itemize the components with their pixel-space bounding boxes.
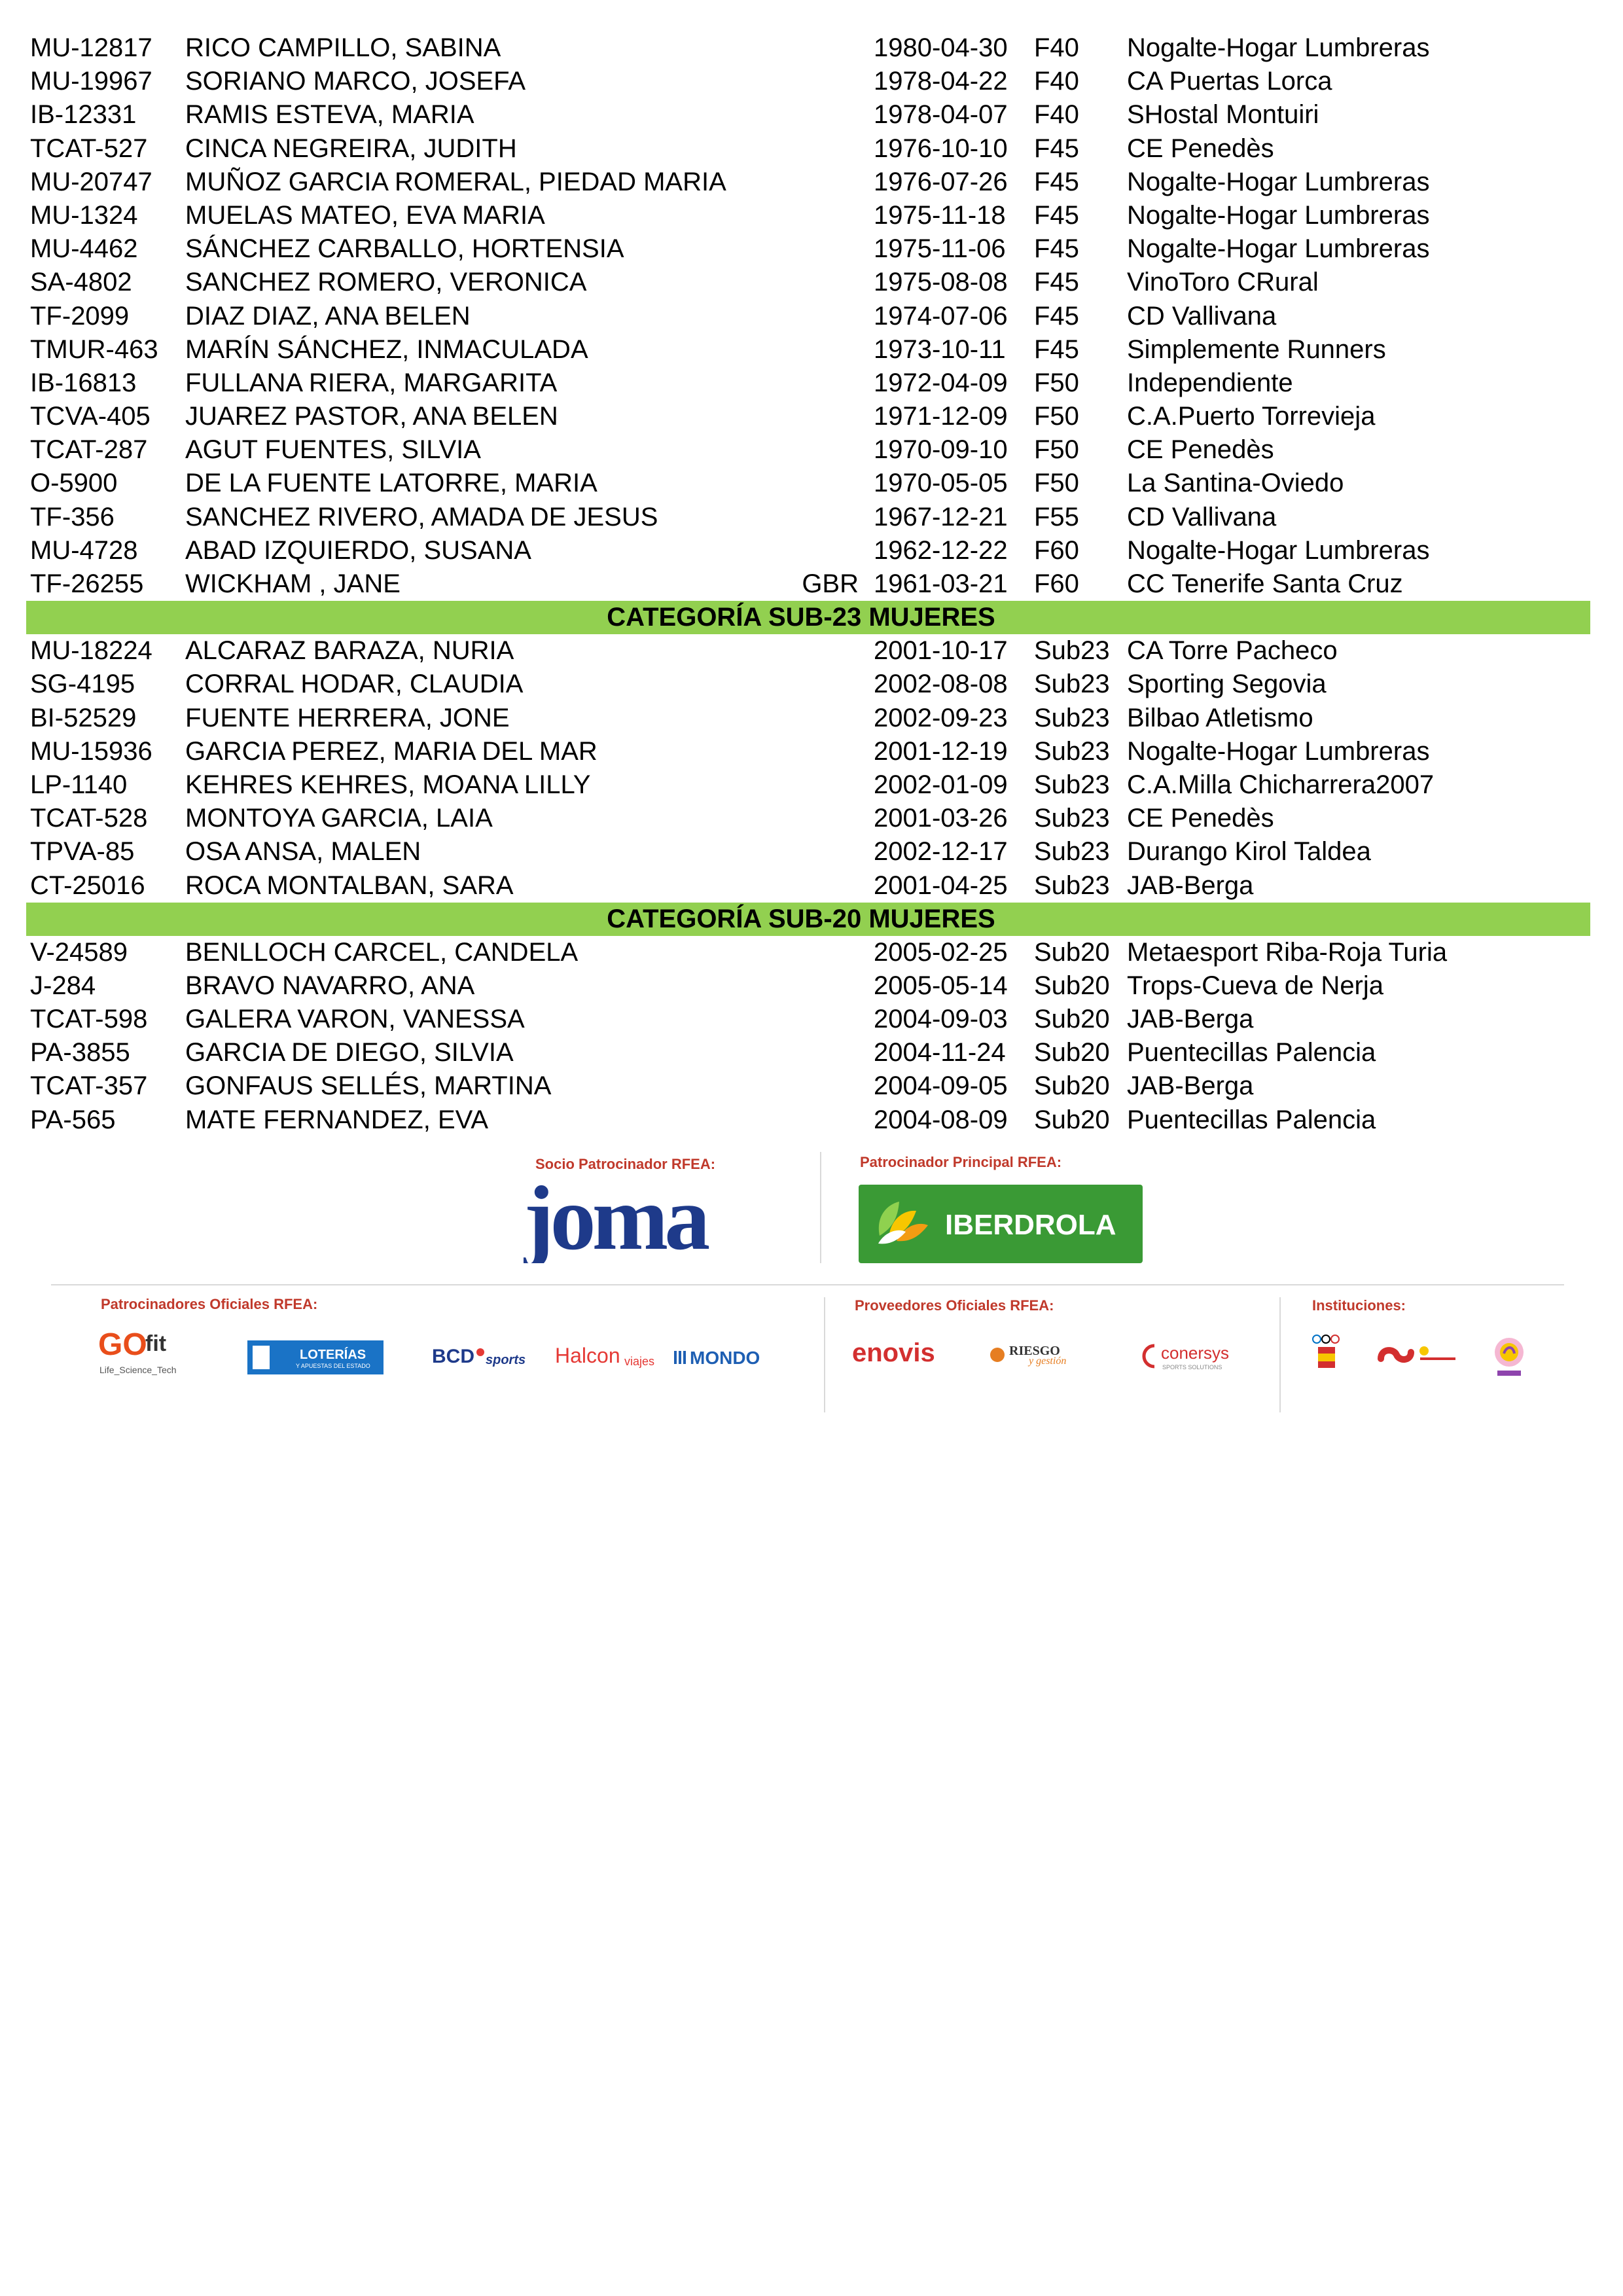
- athlete-name: RAMIS ESTEVA, MARIA: [185, 100, 474, 130]
- athlete-category: F50: [1034, 402, 1079, 431]
- athlete-category: F45: [1034, 200, 1079, 230]
- athlete-birthdate: 2004-09-03: [874, 1005, 1008, 1034]
- athlete-license: TCVA-405: [30, 402, 151, 431]
- athlete-birthdate: 1976-07-26: [874, 167, 1008, 196]
- athlete-birthdate: 1980-04-30: [874, 33, 1008, 62]
- table-row: [26, 768, 1590, 802]
- svg-text:SPORTS SOLUTIONS: SPORTS SOLUTIONS: [1162, 1364, 1222, 1371]
- iberdrola-leaves-icon: [859, 1185, 1143, 1263]
- athlete-club: CE Penedès: [1127, 134, 1274, 163]
- athlete-category: F60: [1034, 535, 1079, 565]
- sponsor-divider: [820, 1152, 821, 1263]
- table-row: [26, 98, 1590, 132]
- athlete-category: Sub23: [1034, 636, 1110, 666]
- athlete-club: Nogalte-Hogar Lumbreras: [1127, 234, 1430, 264]
- bcd-logo: [432, 1339, 543, 1375]
- svg-text:GO: GO: [98, 1327, 147, 1362]
- table-row: [26, 668, 1590, 701]
- athlete-license: MU-4728: [30, 535, 138, 565]
- halcon-logo: [555, 1338, 666, 1378]
- athlete-birthdate: 1970-05-05: [874, 469, 1008, 498]
- athlete-club: JAB-Berga: [1127, 1005, 1254, 1034]
- athlete-name: GONFAUS SELLÉS, MARTINA: [185, 1071, 552, 1101]
- athlete-club: CD Vallivana: [1127, 301, 1277, 331]
- athlete-category: F45: [1034, 167, 1079, 196]
- table-row: [26, 300, 1590, 333]
- athlete-name: MUÑOZ GARCIA ROMERAL, PIEDAD MARIA: [185, 167, 726, 196]
- athlete-license: IB-16813: [30, 368, 137, 397]
- svg-text:Y APUESTAS DEL ESTADO: Y APUESTAS DEL ESTADO: [296, 1363, 370, 1369]
- svg-text:Halcon: Halcon: [555, 1344, 620, 1367]
- athlete-club: Nogalte-Hogar Lumbreras: [1127, 736, 1430, 766]
- athlete-license: TCAT-357: [30, 1071, 148, 1101]
- athlete-category: F55: [1034, 502, 1079, 531]
- athlete-birthdate: 1971-12-09: [874, 402, 1008, 431]
- athlete-birthdate: 1975-11-18: [874, 200, 1006, 230]
- athlete-name: ALCARAZ BARAZA, NURIA: [185, 636, 514, 666]
- athlete-license: IB-12331: [30, 100, 137, 130]
- athlete-license: PA-3855: [30, 1038, 130, 1067]
- athlete-name: SANCHEZ ROMERO, VERONICA: [185, 268, 587, 297]
- svg-text:LOTERÍAS: LOTERÍAS: [300, 1348, 366, 1362]
- table-row: [26, 65, 1590, 98]
- table-row: [26, 869, 1590, 903]
- athlete-category: Sub23: [1034, 703, 1110, 732]
- svg-text:IBERDROLA: IBERDROLA: [945, 1209, 1116, 1241]
- athlete-license: MU-1324: [30, 200, 138, 230]
- athlete-category: F50: [1034, 368, 1079, 397]
- joma-logo: [524, 1178, 792, 1266]
- athlete-birthdate: 1978-04-22: [874, 67, 1008, 96]
- socio-label: Socio Patrocinador RFEA:: [535, 1156, 716, 1172]
- conersys-logo: [1140, 1339, 1271, 1379]
- athlete-club: C.A.Puerto Torrevieja: [1127, 402, 1376, 431]
- athlete-name: MARÍN SÁNCHEZ, INMACULADA: [185, 334, 588, 364]
- svg-text:joma: joma: [524, 1178, 707, 1263]
- svg-text:BCD: BCD: [432, 1346, 474, 1367]
- athlete-license: SA-4802: [30, 268, 132, 297]
- athlete-license: TCAT-287: [30, 435, 148, 465]
- table-row: [26, 835, 1590, 869]
- section-header-sub23: [26, 601, 1590, 634]
- table-row: [26, 634, 1590, 668]
- athlete-club: Nogalte-Hogar Lumbreras: [1127, 33, 1430, 62]
- athlete-birthdate: 2005-02-25: [874, 937, 1008, 967]
- athlete-club: La Santina-Oviedo: [1127, 469, 1344, 498]
- footer-divider-2: [1279, 1297, 1281, 1412]
- svg-text:MONDO: MONDO: [690, 1348, 760, 1368]
- athlete-club: Sporting Segovia: [1127, 670, 1327, 699]
- athlete-name: GARCIA PEREZ, MARIA DEL MAR: [185, 736, 597, 766]
- athlete-club: Nogalte-Hogar Lumbreras: [1127, 535, 1430, 565]
- athlete-category: F45: [1034, 268, 1079, 297]
- athlete-category: F40: [1034, 67, 1079, 96]
- athlete-name: MATE FERNANDEZ, EVA: [185, 1105, 489, 1134]
- table-row: [26, 400, 1590, 433]
- athlete-category: F45: [1034, 334, 1079, 364]
- csd-logo: [1374, 1339, 1466, 1382]
- table-row: [26, 433, 1590, 467]
- athlete-birthdate: 1974-07-06: [874, 301, 1008, 331]
- athlete-club: CE Penedès: [1127, 435, 1274, 465]
- athlete-category: Sub20: [1034, 1071, 1110, 1101]
- athlete-name: MUELAS MATEO, EVA MARIA: [185, 200, 545, 230]
- section-title: CATEGORÍA SUB-23 MUJERES: [607, 603, 995, 632]
- athlete-name: GALERA VARON, VANESSA: [185, 1005, 525, 1034]
- athlete-club: Puentecillas Palencia: [1127, 1038, 1376, 1067]
- athlete-license: BI-52529: [30, 703, 137, 732]
- footer-divider: [51, 1284, 1564, 1285]
- athlete-birthdate: 2002-01-09: [874, 770, 1008, 799]
- athlete-club: JAB-Berga: [1127, 1071, 1254, 1101]
- proveedores-label: Proveedores Oficiales RFEA:: [855, 1297, 1054, 1314]
- athlete-birthdate: 1967-12-21: [874, 502, 1008, 531]
- table-row: [26, 199, 1590, 232]
- athlete-category: F40: [1034, 100, 1079, 130]
- athlete-name: ABAD IZQUIERDO, SUSANA: [185, 535, 531, 565]
- table-row: [26, 1003, 1590, 1036]
- athlete-birthdate: 1972-04-09: [874, 368, 1008, 397]
- athlete-name: FULLANA RIERA, MARGARITA: [185, 368, 558, 397]
- athlete-category: F45: [1034, 301, 1079, 331]
- athlete-category: Sub20: [1034, 1105, 1110, 1134]
- athlete-club: CC Tenerife Santa Cruz: [1127, 569, 1403, 598]
- athlete-club: Durango Kirol Taldea: [1127, 837, 1371, 867]
- athlete-category: Sub23: [1034, 770, 1110, 799]
- athlete-license: MU-15936: [30, 736, 152, 766]
- athlete-license: V-24589: [30, 937, 128, 967]
- table-row: [26, 31, 1590, 65]
- athlete-club: CD Vallivana: [1127, 502, 1277, 531]
- table-row: [26, 501, 1590, 534]
- athlete-club: C.A.Milla Chicharrera2007: [1127, 770, 1435, 799]
- athlete-birthdate: 2001-03-26: [874, 804, 1008, 833]
- athlete-name: JUAREZ PASTOR, ANA BELEN: [185, 402, 558, 431]
- table-row: [26, 467, 1590, 500]
- athlete-club: JAB-Berga: [1127, 870, 1254, 900]
- athlete-category: F50: [1034, 469, 1079, 498]
- athlete-name: ROCA MONTALBAN, SARA: [185, 870, 514, 900]
- iberdrola-logo: [859, 1185, 1143, 1263]
- athlete-category: Sub23: [1034, 837, 1110, 867]
- athlete-birthdate: 2001-04-25: [874, 870, 1008, 900]
- athlete-name: SÁNCHEZ CARBALLO, HORTENSIA: [185, 234, 624, 264]
- oficiales-label: Patrocinadores Oficiales RFEA:: [101, 1296, 318, 1312]
- athlete-license: MU-20747: [30, 167, 152, 196]
- mondo-logo: [674, 1339, 798, 1375]
- athlete-birthdate: 1961-03-21: [874, 569, 1008, 598]
- institution-emblem-logo: [1491, 1334, 1530, 1383]
- athlete-name: DE LA FUENTE LATORRE, MARIA: [185, 469, 597, 498]
- athlete-birthdate: 2002-12-17: [874, 837, 1008, 867]
- riesgo-logo: [990, 1340, 1120, 1376]
- athlete-license: MU-12817: [30, 33, 152, 62]
- athlete-name: SORIANO MARCO, JOSEFA: [185, 67, 526, 96]
- athlete-birthdate: 2001-10-17: [874, 636, 1008, 666]
- table-row: [26, 702, 1590, 735]
- athlete-name: BRAVO NAVARRO, ANA: [185, 971, 475, 1000]
- footer-divider-1: [824, 1297, 825, 1412]
- athlete-license: TCAT-527: [30, 134, 148, 163]
- athlete-license: MU-18224: [30, 636, 152, 666]
- athlete-license: TF-26255: [30, 569, 144, 598]
- athlete-name: CORRAL HODAR, CLAUDIA: [185, 670, 524, 699]
- table-row: [26, 367, 1590, 400]
- athlete-birthdate: 1975-11-06: [874, 234, 1006, 264]
- athlete-name: KEHRES KEHRES, MOANA LILLY: [185, 770, 591, 799]
- athlete-name: RICO CAMPILLO, SABINA: [185, 33, 501, 62]
- svg-text:viajes: viajes: [624, 1355, 655, 1368]
- gofit-logo: [98, 1327, 209, 1383]
- loterias-logo: [247, 1340, 383, 1374]
- athlete-license: J-284: [30, 971, 96, 1000]
- athlete-license: TCAT-598: [30, 1005, 148, 1034]
- athlete-name: SANCHEZ RIVERO, AMADA DE JESUS: [185, 502, 658, 531]
- athlete-club: Nogalte-Hogar Lumbreras: [1127, 167, 1430, 196]
- athlete-category: F40: [1034, 33, 1079, 62]
- athlete-name: MONTOYA GARCIA, LAIA: [185, 804, 493, 833]
- athlete-category: Sub20: [1034, 1038, 1110, 1067]
- athlete-license: SG-4195: [30, 670, 135, 699]
- table-row: [26, 969, 1590, 1003]
- athlete-birthdate: 1975-08-08: [874, 268, 1008, 297]
- athlete-category: F50: [1034, 435, 1079, 465]
- athlete-club: CA Puertas Lorca: [1127, 67, 1332, 96]
- table-row: [26, 936, 1590, 969]
- athlete-category: F45: [1034, 234, 1079, 264]
- athlete-license: O-5900: [30, 469, 118, 498]
- athlete-club: Simplemente Runners: [1127, 334, 1386, 364]
- athlete-club: CE Penedès: [1127, 804, 1274, 833]
- instituciones-label: Instituciones:: [1312, 1297, 1406, 1314]
- athlete-category: Sub20: [1034, 1005, 1110, 1034]
- athlete-birthdate: 1973-10-11: [874, 334, 1006, 364]
- athlete-club: Nogalte-Hogar Lumbreras: [1127, 200, 1430, 230]
- table-row: [26, 1069, 1590, 1103]
- coe-logo: [1309, 1333, 1348, 1388]
- athlete-name: GARCIA DE DIEGO, SILVIA: [185, 1038, 514, 1067]
- enovis-logo: [852, 1335, 970, 1375]
- athlete-club: Bilbao Atletismo: [1127, 703, 1313, 732]
- athlete-license: CT-25016: [30, 870, 145, 900]
- athlete-club: Independiente: [1127, 368, 1293, 397]
- table-row: [26, 166, 1590, 199]
- svg-text:RIESGO: RIESGO: [1009, 1344, 1060, 1358]
- section-header-sub20: [26, 903, 1590, 936]
- athlete-category: Sub23: [1034, 870, 1110, 900]
- athlete-category: Sub23: [1034, 670, 1110, 699]
- svg-text:conersys: conersys: [1161, 1343, 1230, 1363]
- athlete-category: F60: [1034, 569, 1079, 598]
- athlete-club: CA Torre Pacheco: [1127, 636, 1338, 666]
- athlete-birthdate: 1970-09-10: [874, 435, 1008, 465]
- athlete-category: F45: [1034, 134, 1079, 163]
- table-row: [26, 802, 1590, 835]
- athlete-club: Puentecillas Palencia: [1127, 1105, 1376, 1134]
- table-row: [26, 1103, 1590, 1137]
- athlete-name: AGUT FUENTES, SILVIA: [185, 435, 481, 465]
- athlete-license: PA-565: [30, 1105, 116, 1134]
- svg-text:sports: sports: [486, 1353, 526, 1367]
- principal-label: Patrocinador Principal RFEA:: [860, 1154, 1062, 1170]
- table-row: [26, 266, 1590, 299]
- svg-text:enovis: enovis: [852, 1338, 935, 1367]
- svg-text:y gestión: y gestión: [1029, 1355, 1067, 1367]
- athlete-birthdate: 2004-11-24: [874, 1038, 1006, 1067]
- athlete-club: SHostal Montuiri: [1127, 100, 1319, 130]
- athlete-license: MU-4462: [30, 234, 138, 264]
- athlete-category: Sub20: [1034, 971, 1110, 1000]
- athlete-name: OSA ANSA, MALEN: [185, 837, 421, 867]
- table-row: [26, 333, 1590, 367]
- athlete-birthdate: 2005-05-14: [874, 971, 1008, 1000]
- athlete-license: TF-356: [30, 502, 115, 531]
- athlete-club: Metaesport Riba-Roja Turia: [1127, 937, 1448, 967]
- athlete-birthdate: 2002-08-08: [874, 670, 1008, 699]
- table-row: [26, 735, 1590, 768]
- athlete-name: BENLLOCH CARCEL, CANDELA: [185, 937, 579, 967]
- athlete-license: TMUR-463: [30, 334, 158, 364]
- athlete-name: FUENTE HERRERA, JONE: [185, 703, 510, 732]
- athlete-license: MU-19967: [30, 67, 152, 96]
- athlete-category: Sub23: [1034, 736, 1110, 766]
- athlete-birthdate: 2004-09-05: [874, 1071, 1008, 1101]
- table-row: [26, 534, 1590, 567]
- athlete-license: TF-2099: [30, 301, 130, 331]
- athlete-birthdate: 2004-08-09: [874, 1105, 1008, 1134]
- table-row: [26, 1036, 1590, 1069]
- athlete-birthdate: 1978-04-07: [874, 100, 1008, 130]
- athlete-name: WICKHAM , JANE: [185, 569, 401, 598]
- athlete-category: Sub20: [1034, 937, 1110, 967]
- athlete-club: VinoToro CRural: [1127, 268, 1319, 297]
- svg-text:Life_Science_Tech: Life_Science_Tech: [99, 1365, 177, 1375]
- athlete-license: TCAT-528: [30, 804, 148, 833]
- table-row: [26, 232, 1590, 266]
- athlete-birthdate: 2002-09-23: [874, 703, 1008, 732]
- athlete-category: Sub23: [1034, 804, 1110, 833]
- athlete-license: TPVA-85: [30, 837, 135, 867]
- athlete-birthdate: 1976-10-10: [874, 134, 1008, 163]
- athlete-nationality: GBR: [802, 569, 859, 598]
- table-row: [26, 567, 1590, 601]
- table-row: [26, 132, 1590, 166]
- athlete-license: LP-1140: [30, 770, 128, 799]
- athlete-birthdate: 1962-12-22: [874, 535, 1008, 565]
- athlete-name: CINCA NEGREIRA, JUDITH: [185, 134, 517, 163]
- athlete-birthdate: 2001-12-19: [874, 736, 1008, 766]
- svg-text:fit: fit: [145, 1331, 167, 1356]
- section-title: CATEGORÍA SUB-20 MUJERES: [607, 904, 995, 933]
- athlete-name: DIAZ DIAZ, ANA BELEN: [185, 301, 471, 331]
- results-table: [26, 31, 1590, 1137]
- athlete-club: Trops-Cueva de Nerja: [1127, 971, 1384, 1000]
